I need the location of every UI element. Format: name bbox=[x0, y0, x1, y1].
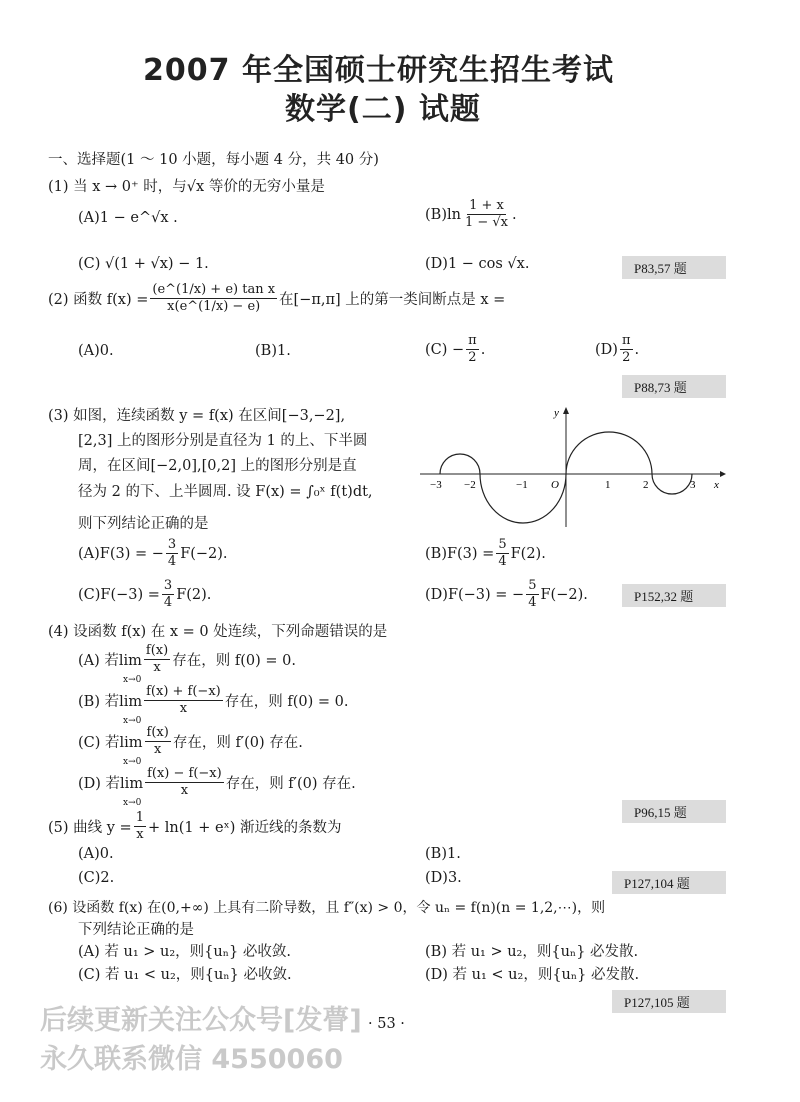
q1-stem: (1) 当 x → 0⁺ 时，与√x 等价的无穷小量是 bbox=[48, 179, 325, 195]
q1-b-numerator: 1 + x bbox=[469, 198, 504, 213]
graph-tick-origin: O bbox=[551, 479, 559, 491]
q4-d-limit-subscript: x→0 bbox=[123, 798, 142, 808]
q3-reference-tag: P152,32 题 bbox=[622, 584, 726, 607]
q3-option-c-fraction bbox=[162, 578, 174, 611]
q4-option-b-suffix: 存在，则 f(0) = 0. bbox=[224, 694, 349, 710]
graph-tick-neg1: −1 bbox=[516, 479, 528, 491]
q4-option-c-prefix: (C) 若lim bbox=[78, 735, 143, 751]
q4-option-c bbox=[78, 725, 303, 758]
q2-option-d-suffix: . bbox=[634, 341, 640, 358]
q3-stem-line3: 周，在区间[−2,0],[0,2] 上的图形分别是直 bbox=[78, 458, 357, 474]
q4-option-b-fraction bbox=[144, 684, 223, 717]
graph-tick-1: 1 bbox=[605, 479, 611, 491]
q5-denominator: x bbox=[136, 827, 144, 842]
q4-option-a bbox=[78, 643, 296, 676]
q4-d-numerator: f(x) − f(−x) bbox=[147, 766, 222, 781]
q1-reference-tag: P83,57 题 bbox=[622, 256, 726, 279]
q3-option-d-prefix: (D)F(−3) = − bbox=[425, 586, 525, 603]
q6-reference-tag: P127,105 题 bbox=[612, 990, 726, 1013]
q4-b-limit-subscript: x→0 bbox=[123, 716, 142, 726]
q2-stem bbox=[48, 282, 505, 315]
graph-tick-neg3: −3 bbox=[430, 479, 442, 491]
q4-b-numerator: f(x) + f(−x) bbox=[146, 684, 221, 699]
q2-option-c-fraction bbox=[466, 333, 479, 366]
q6-stem-line2: 下列结论正确的是 bbox=[78, 922, 194, 938]
q3-option-a-suffix: F(−2). bbox=[180, 545, 228, 562]
q5-reference-tag: P127,104 题 bbox=[612, 871, 726, 894]
q3-c-denominator: 4 bbox=[163, 595, 173, 610]
q4-c-numerator: f(x) bbox=[146, 725, 169, 740]
q3-b-numerator: 5 bbox=[498, 537, 507, 552]
q6-option-a: (A) 若 u₁ > u₂，则{uₙ} 必收敛. bbox=[78, 944, 291, 960]
q1-option-a: (A)1 − e^√x . bbox=[78, 210, 178, 226]
q3-c-numerator: 3 bbox=[163, 578, 173, 593]
curve-upper-small-semicircle bbox=[440, 454, 480, 474]
q1-option-c: (C) √(1 + √x) − 1. bbox=[78, 256, 209, 272]
page-title-line1: 2007 年全国硕士研究生招生考试 bbox=[143, 53, 614, 88]
q3-option-b bbox=[425, 537, 546, 570]
graph-tick-2: 2 bbox=[643, 479, 649, 491]
q2-d-denominator: 2 bbox=[622, 350, 631, 365]
q4-option-c-fraction bbox=[145, 725, 171, 758]
q3-option-d bbox=[425, 578, 588, 611]
q2-stem-prefix: (2) 函数 f(x) = bbox=[48, 292, 149, 308]
q3-option-d-suffix: F(−2). bbox=[540, 586, 588, 603]
q2-option-d-fraction bbox=[620, 333, 633, 366]
q6-option-c: (C) 若 u₁ < u₂，则{uₙ} 必收敛. bbox=[78, 967, 292, 983]
q1-b-denominator: 1 − √x bbox=[464, 215, 508, 230]
q1-option-b bbox=[425, 198, 517, 231]
q4-option-d bbox=[78, 766, 356, 799]
q2-option-c-suffix: . bbox=[480, 341, 486, 358]
q3-option-a bbox=[78, 537, 228, 570]
q4-b-denominator: x bbox=[179, 701, 188, 716]
q3-option-a-fraction bbox=[166, 537, 178, 570]
q3-stem-line4: 径为 2 的下、上半圆周. 设 F(x) = ∫₀ˣ f(t)dt, bbox=[78, 484, 373, 500]
q2-option-c bbox=[425, 333, 485, 366]
q4-option-c-suffix: 存在，则 f′(0) 存在. bbox=[172, 735, 303, 751]
q2-c-denominator: 2 bbox=[468, 350, 477, 365]
q4-c-denominator: x bbox=[154, 742, 162, 757]
q3-stem-line1: (3) 如图，连续函数 y = f(x) 在区间[−3,−2], bbox=[48, 408, 346, 424]
q4-c-limit-subscript: x→0 bbox=[123, 757, 142, 767]
q3-stem-line5: 则下列结论正确的是 bbox=[78, 516, 209, 532]
q3-option-c-suffix: F(2). bbox=[176, 586, 212, 603]
page-title-line2: 数学(二) 试题 bbox=[285, 92, 481, 127]
graph-x-arrow bbox=[720, 471, 726, 477]
q3-option-b-fraction bbox=[496, 537, 508, 570]
q5-stem-prefix: (5) 曲线 y = bbox=[48, 820, 132, 836]
q6-stem-line1: (6) 设函数 f(x) 在(0,+∞) 上具有二阶导数，且 f″(x) > 0，令 uₙ = f(n)(n = 1,2,⋯)，则 bbox=[48, 900, 606, 916]
q5-option-d: (D)3. bbox=[425, 870, 462, 886]
q2-option-c-prefix: (C) − bbox=[425, 341, 465, 358]
q3-b-denominator: 4 bbox=[498, 554, 507, 569]
q3-d-denominator: 4 bbox=[528, 595, 537, 610]
q2-reference-tag: P88,73 题 bbox=[622, 375, 726, 398]
q3-option-b-prefix: (B)F(3) = bbox=[425, 545, 495, 562]
q4-option-b-prefix: (B) 若lim bbox=[78, 694, 143, 710]
q4-option-a-prefix: (A) 若lim bbox=[78, 653, 142, 669]
watermark-line2: 永久联系微信 4550060 bbox=[40, 1044, 343, 1075]
q5-stem bbox=[48, 810, 341, 843]
q2-option-b: (B)1. bbox=[255, 343, 291, 359]
q5-fraction bbox=[134, 810, 146, 843]
curve-upper-large-semicircle bbox=[566, 432, 652, 474]
q1-option-b-suffix: . bbox=[512, 206, 517, 223]
q2-c-numerator: π bbox=[468, 333, 477, 348]
curve-lower-small-semicircle bbox=[652, 474, 692, 494]
q2-option-a: (A)0. bbox=[78, 343, 114, 359]
q3-stem-line2: [2,3] 上的图形分别是直径为 1 的上、下半圆 bbox=[78, 433, 368, 449]
q4-a-numerator: f(x) bbox=[145, 643, 169, 658]
q5-option-b: (B)1. bbox=[425, 846, 461, 862]
q1-option-d: (D)1 − cos √x. bbox=[425, 256, 530, 272]
q5-numerator: 1 bbox=[135, 810, 144, 825]
graph-y-arrow bbox=[563, 407, 569, 414]
q1-option-b-prefix: (B)ln bbox=[425, 206, 461, 223]
q2-stem-suffix: 在[−π,π] 上的第一类间断点是 x = bbox=[279, 292, 506, 308]
q6-option-b: (B) 若 u₁ > u₂，则{uₙ} 必发散. bbox=[425, 944, 639, 960]
q4-option-a-fraction bbox=[144, 643, 170, 676]
graph-tick-3: 3 bbox=[690, 479, 696, 491]
graph-x-label: x bbox=[714, 479, 719, 491]
graph-y-label: y bbox=[554, 407, 559, 419]
q2-numerator: (e^(1/x) + e) tan x bbox=[152, 282, 276, 297]
q2-option-d bbox=[595, 333, 639, 366]
q4-option-d-suffix: 存在，则 f′(0) 存在. bbox=[225, 776, 356, 792]
q5-stem-suffix: + ln(1 + eˣ) 渐近线的条数为 bbox=[148, 820, 342, 836]
q2-d-numerator: π bbox=[621, 333, 631, 348]
q3-d-numerator: 5 bbox=[528, 578, 537, 593]
q5-option-a: (A)0. bbox=[78, 846, 114, 862]
q3-a-numerator: 3 bbox=[167, 537, 177, 552]
q3-a-denominator: 4 bbox=[167, 554, 177, 569]
q3-option-c-prefix: (C)F(−3) = bbox=[78, 586, 160, 603]
q2-denominator: x(e^(1/x) − e) bbox=[167, 299, 261, 314]
q4-a-denominator: x bbox=[153, 660, 161, 675]
section-heading: 一、选择题(1 ～ 10 小题，每小题 4 分，共 40 分) bbox=[48, 152, 379, 168]
graph-tick-neg2: −2 bbox=[464, 479, 476, 491]
watermark-line1: 后续更新关注公众号[发瞢] bbox=[40, 1005, 362, 1036]
q3-function-graph bbox=[420, 402, 730, 532]
q4-d-denominator: x bbox=[180, 783, 189, 798]
q3-option-c bbox=[78, 578, 211, 611]
q2-option-d-prefix: (D) bbox=[595, 341, 618, 358]
q3-option-a-prefix: (A)F(3) = − bbox=[78, 545, 164, 562]
q4-stem: (4) 设函数 f(x) 在 x = 0 处连续，下列命题错误的是 bbox=[48, 624, 388, 640]
q4-reference-tag: P96,15 题 bbox=[622, 800, 726, 823]
q4-option-b bbox=[78, 684, 348, 717]
q6-option-d: (D) 若 u₁ < u₂，则{uₙ} 必发散. bbox=[425, 967, 640, 983]
q4-option-d-fraction bbox=[145, 766, 224, 799]
page-number: · 53 · bbox=[368, 1016, 405, 1032]
q5-option-c: (C)2. bbox=[78, 870, 115, 886]
q4-a-limit-subscript: x→0 bbox=[123, 675, 142, 685]
q2-fraction bbox=[150, 282, 277, 315]
q3-option-d-fraction bbox=[526, 578, 538, 611]
q4-option-a-suffix: 存在，则 f(0) = 0. bbox=[172, 653, 296, 669]
q3-option-b-suffix: F(2). bbox=[510, 545, 546, 562]
q1-option-b-fraction bbox=[463, 198, 510, 231]
q4-option-d-prefix: (D) 若lim bbox=[78, 776, 144, 792]
